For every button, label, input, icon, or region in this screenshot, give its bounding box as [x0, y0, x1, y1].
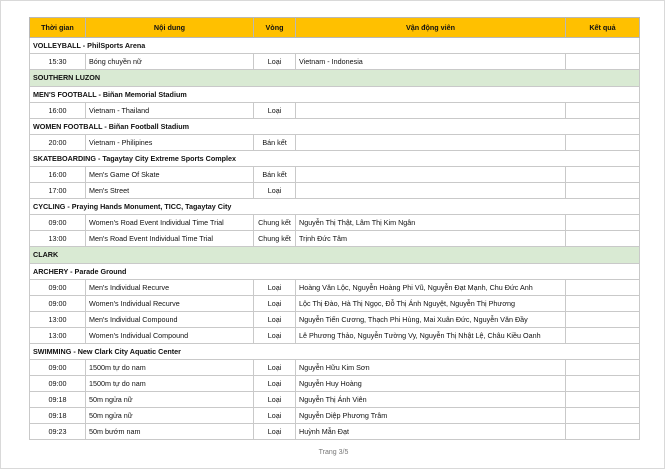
region-title: CLARK: [30, 247, 640, 264]
event-round: Loại: [254, 183, 296, 199]
event-time: 13:00: [30, 231, 86, 247]
event-time: 16:00: [30, 103, 86, 119]
event-round: Chung kết: [254, 231, 296, 247]
event-content: 50m ngửa nữ: [86, 408, 254, 424]
event-athletes: Lê Phương Thảo, Nguyễn Tường Vy, Nguyễn Thị Nhật Lệ, Châu Kiều Oanh: [296, 328, 566, 344]
header-athletes: Vận động viên: [296, 18, 566, 38]
event-time: 09:00: [30, 296, 86, 312]
event-content: Vietnam - Thailand: [86, 103, 254, 119]
event-athletes: [296, 167, 566, 183]
schedule-table: [29, 17, 640, 440]
venue-section-row: [30, 38, 640, 54]
venue-section-title: VOLLEYBALL - PhilSports Arena: [30, 38, 640, 54]
event-result: [566, 215, 640, 231]
event-round: Loại: [254, 376, 296, 392]
table-row: [30, 135, 640, 151]
event-content: Men's Road Event Individual Time Trial: [86, 231, 254, 247]
event-time: 20:00: [30, 135, 86, 151]
event-time: 09:00: [30, 280, 86, 296]
event-round: Loại: [254, 296, 296, 312]
event-result: [566, 408, 640, 424]
event-round: Loại: [254, 408, 296, 424]
table-row: [30, 231, 640, 247]
table-row: [30, 424, 640, 440]
event-content: 1500m tự do nam: [86, 360, 254, 376]
venue-section-row: [30, 151, 640, 167]
region-title: SOUTHERN LUZON: [30, 70, 640, 87]
event-result: [566, 296, 640, 312]
event-result: [566, 376, 640, 392]
event-time: 17:00: [30, 183, 86, 199]
event-time: 09:00: [30, 360, 86, 376]
event-round: Loại: [254, 103, 296, 119]
event-time: 13:00: [30, 328, 86, 344]
table-row: [30, 376, 640, 392]
event-result: [566, 280, 640, 296]
venue-section-title: CYCLING - Praying Hands Monument, TICC, Tagaytay City: [30, 199, 640, 215]
event-time: 09:18: [30, 392, 86, 408]
event-athletes: [296, 183, 566, 199]
event-round: Bán kết: [254, 135, 296, 151]
event-athletes: [296, 135, 566, 151]
table-row: [30, 167, 640, 183]
event-time: 09:00: [30, 215, 86, 231]
event-athletes: Nguyễn Thị Thật, Lâm Thị Kim Ngân: [296, 215, 566, 231]
event-time: 09:00: [30, 376, 86, 392]
header-time: Thời gian: [30, 18, 86, 38]
venue-section-row: [30, 199, 640, 215]
table-row: [30, 280, 640, 296]
event-content: Men's Individual Recurve: [86, 280, 254, 296]
event-result: [566, 183, 640, 199]
table-row: [30, 392, 640, 408]
table-row: [30, 215, 640, 231]
header-content: Nội dung: [86, 18, 254, 38]
venue-section-title: WOMEN FOOTBALL - Biñan Football Stadium: [30, 119, 640, 135]
table-row: [30, 103, 640, 119]
event-result: [566, 312, 640, 328]
event-content: 50m ngửa nữ: [86, 392, 254, 408]
event-result: [566, 328, 640, 344]
event-content: Men's Street: [86, 183, 254, 199]
event-athletes: Trịnh Đức Tâm: [296, 231, 566, 247]
header-result: Kết quả: [566, 18, 640, 38]
venue-section-row: [30, 264, 640, 280]
venue-section-row: [30, 119, 640, 135]
event-time: 09:23: [30, 424, 86, 440]
event-athletes: Nguyễn Thị Ánh Viên: [296, 392, 566, 408]
event-content: Men's Game Of Skate: [86, 167, 254, 183]
event-athletes: Nguyễn Tiến Cương, Thạch Phi Hùng, Mai Xuân Đức, Nguyễn Văn Đầy: [296, 312, 566, 328]
event-round: Loại: [254, 424, 296, 440]
venue-section-title: ARCHERY - Parade Ground: [30, 264, 640, 280]
table-body: [30, 38, 640, 440]
event-result: [566, 392, 640, 408]
event-athletes: Nguyễn Hữu Kim Sơn: [296, 360, 566, 376]
venue-section-title: SWIMMING - New Clark City Aquatic Center: [30, 344, 640, 360]
venue-section-title: SKATEBOARDING - Tagaytay City Extreme Sports Complex: [30, 151, 640, 167]
venue-section-title: MEN'S FOOTBALL - Biñan Memorial Stadium: [30, 87, 640, 103]
event-content: Women's Individual Recurve: [86, 296, 254, 312]
event-result: [566, 167, 640, 183]
table-row: [30, 360, 640, 376]
event-time: 09:18: [30, 408, 86, 424]
venue-section-row: [30, 344, 640, 360]
event-content: Men's Individual Compound: [86, 312, 254, 328]
event-athletes: Lộc Thị Đào, Hà Thị Ngọc, Đỗ Thị Ánh Nguyệt, Nguyễn Thị Phương: [296, 296, 566, 312]
event-athletes: Nguyễn Diệp Phương Trâm: [296, 408, 566, 424]
region-row: [30, 247, 640, 264]
table-row: [30, 296, 640, 312]
table-header-row: [30, 18, 640, 38]
event-content: Women's Road Event Individual Time Trial: [86, 215, 254, 231]
event-round: Loại: [254, 54, 296, 70]
event-athletes: Hoàng Văn Lộc, Nguyễn Hoàng Phi Vũ, Nguyễn Đạt Mạnh, Chu Đức Anh: [296, 280, 566, 296]
event-result: [566, 54, 640, 70]
event-time: 15:30: [30, 54, 86, 70]
event-content: 50m bướm nam: [86, 424, 254, 440]
page-number: Trang 3/5: [318, 449, 349, 456]
event-result: [566, 231, 640, 247]
region-row: [30, 70, 640, 87]
event-time: 13:00: [30, 312, 86, 328]
event-round: Loại: [254, 280, 296, 296]
event-round: Chung kết: [254, 215, 296, 231]
event-result: [566, 424, 640, 440]
event-result: [566, 135, 640, 151]
event-round: Loại: [254, 312, 296, 328]
event-round: Loại: [254, 328, 296, 344]
event-athletes: Nguyễn Huy Hoàng: [296, 376, 566, 392]
event-round: Loại: [254, 392, 296, 408]
event-content: Women's Individual Compound: [86, 328, 254, 344]
event-round: Loại: [254, 360, 296, 376]
event-content: Bóng chuyền nữ: [86, 54, 254, 70]
header-round: Vòng: [254, 18, 296, 38]
event-result: [566, 103, 640, 119]
event-time: 16:00: [30, 167, 86, 183]
table-row: [30, 183, 640, 199]
venue-section-row: [30, 87, 640, 103]
table-row: [30, 312, 640, 328]
event-round: Bán kết: [254, 167, 296, 183]
event-result: [566, 360, 640, 376]
event-content: 1500m tự do nam: [86, 376, 254, 392]
table-row: [30, 328, 640, 344]
event-athletes: Huỳnh Mẫn Đạt: [296, 424, 566, 440]
event-athletes: Vietnam - Indonesia: [296, 54, 566, 70]
event-athletes: [296, 103, 566, 119]
table-row: [30, 54, 640, 70]
table-row: [30, 408, 640, 424]
event-content: Vietnam - Philipines: [86, 135, 254, 151]
